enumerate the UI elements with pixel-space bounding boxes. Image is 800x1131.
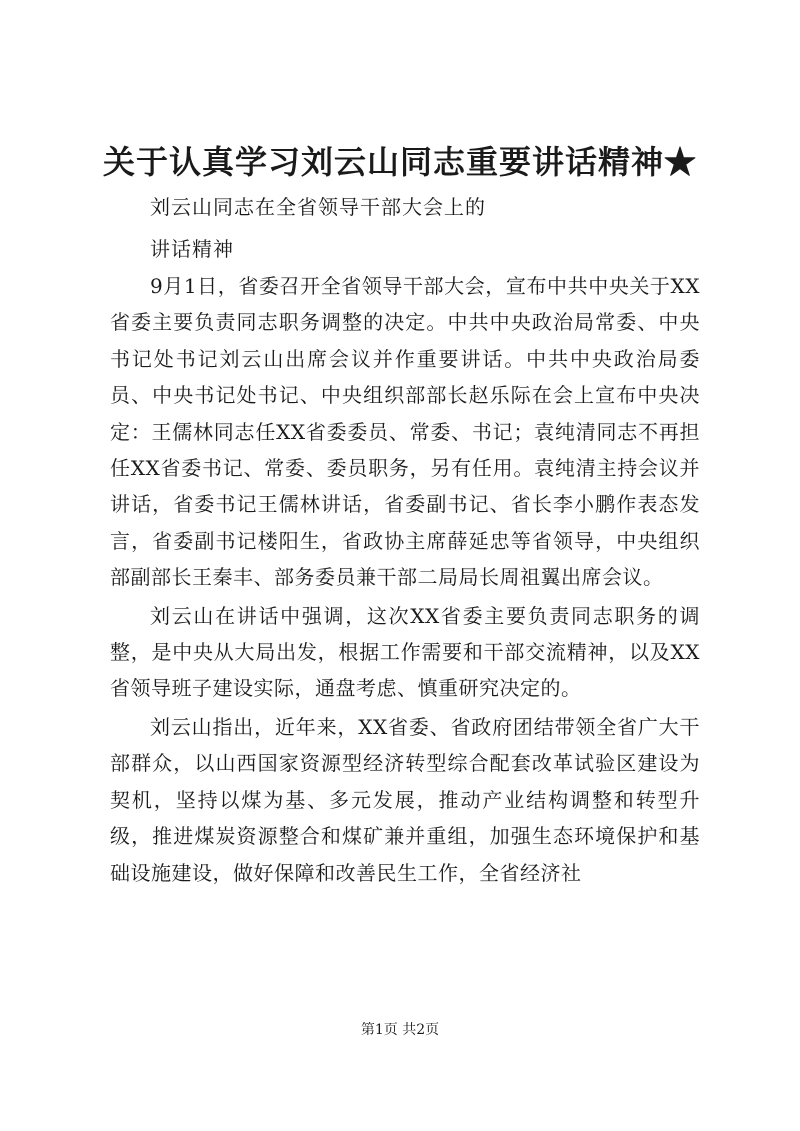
page-footer: 第1页 共2页 <box>360 1022 440 1038</box>
document-subtitle-line-2: 讲话精神 <box>150 237 234 261</box>
body-paragraph-3: 刘云山指出，近年来，XX省委、省政府团结带领全省广大干部群众，以山西国家资源型经济转型综合配套改革试验区建设为契机，坚持以煤为基、多元发展，推动产业结构调整和转型升级，推进煤炭资源整合和煤矿兼并重组，加强生态环境保护和基础设施建设，做好保障和改善民生工作，全省经济社 <box>110 714 700 885</box>
document-subtitle-line-1: 刘云山同志在全省领导干部大会上的 <box>150 195 486 219</box>
document-body <box>110 268 700 893</box>
document-title: 关于认真学习刘云山同志重要讲话精神★ <box>102 143 697 181</box>
body-paragraph-1: 9月1日，省委召开全省领导干部大会，宣布中共中央关于XX省委主要负责同志职务调整的决定。中共中央政治局常委、中央书记处书记刘云山出席会议并作重要讲话。中共中央政治局委员、中央书记处书记、中央组织部部长赵乐际在会上宣布中央决定：王儒林同志任XX省委委员、常委、书记；袁纯清同志不再担任XX省委书记、常委、委员职务，另有任用。袁纯清主持会议并讲话，省委书记王儒林讲话，省委副书记、省长李小鹏作表态发言，省委副书记楼阳生，省政协主席薛延忠等省领导，中央组织部副部长王秦丰、部务委员兼干部二局局长周祖翼出席会议。 <box>110 274 700 590</box>
body-paragraph-2: 刘云山在讲话中强调，这次XX省委主要负责同志职务的调整，是中央从大局出发，根据工作需要和干部交流精神，以及XX省领导班子建设实际，通盘考虑、慎重研究决定的。 <box>110 603 700 701</box>
